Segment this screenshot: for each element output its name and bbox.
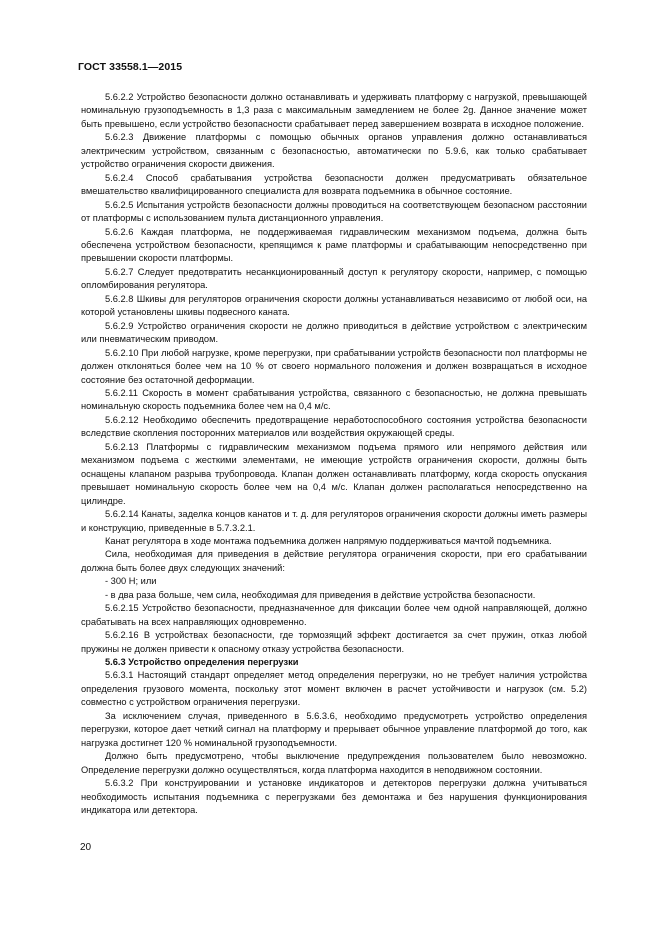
paragraph-5-6-2-16: 5.6.2.16 В устройствах безопасности, где тормозящий эффект достигается за счет пружин, отказ любой пружины не должен привести к опасному отказу устройства безопасности. (81, 630, 587, 654)
paragraph-warning: Должно быть предусмотрено, чтобы выключение предупреждения пользователем было невозможно. Определение перегрузки должно осуществляться, когда платформа находится в неподвижном состоянии. (81, 751, 587, 775)
paragraph-exception: За исключением случая, приведенного в 5.6.3.6, необходимо предусмотреть устройство определения перегрузки, которое дает четкий сигнал на платформу и прерывает обычное управление платформой до того, как нагрузка достигнет 120 % номинальной грузоподъемности. (81, 710, 587, 748)
paragraph-5-6-3-2: 5.6.3.2 При конструировании и установке индикаторов и детекторов перегрузки должна учитываться необходимость испытания подъемника с перегрузками без демонтажа и без нарушения функционирования индикатора или детектора. (81, 778, 587, 816)
paragraph-force: Сила, необходимая для приведения в действие регулятора ограничения скорости, при его срабатывании должна быть более двух следующих значений: (81, 549, 587, 573)
document-body (81, 91, 587, 817)
paragraph-5-6-2-2: 5.6.2.2 Устройство безопасности должно останавливать и удерживать платформу с нагрузкой, превышающей номинальную грузоподъемность в 1,3 раза с максимальным замедлением не более 2g. Данное значение может быть превышено, если устройство безопасности срабатывает перед завершением возврата в исходное положение. (81, 92, 587, 129)
paragraph-5-6-2-15: 5.6.2.15 Устройство безопасности, предназначенное для фиксации более чем одной направляющей, должно срабатывать на всех направляющих одновременно. (81, 603, 587, 627)
paragraph-5-6-2-3: 5.6.2.3 Движение платформы с помощью обычных органов управления должно останавливаться электрическим устройством, связанным с безопасностью, автоматически по 5.9.6, как только срабатывает устройство ограничения скорости движения. (81, 132, 587, 170)
paragraph-5-6-2-13: 5.6.2.13 Платформы с гидравлическим механизмом подъема прямого или непрямого действия или механизмом подъема с жесткими элементами, не имеющие устройств ограничения скорости, должны быть оснащены клапаном разрыва трубопровода. Клапан должен останавливать платформу, когда скорость опускания превышает номинальную скорость более чем на 0,4 м/с. Клапан должен располагаться непосредственно на цилиндре. (81, 441, 587, 506)
page-number: 20 (80, 842, 92, 853)
paragraph-5-6-2-11: 5.6.2.11 Скорость в момент срабатывания устройства, связанного с безопасностью, не должна превышать номинальную скорость подъемника более чем на 0,4 м/с. (81, 387, 587, 412)
paragraph-5-6-2-10: 5.6.2.10 При любой нагрузке, кроме перегрузки, при срабатывании устройств безопасности пол платформы не должен отклоняться более чем на 10 % от своего нормального положения и должен возвращаться в исходное состояние без остаточной деформации. (81, 347, 587, 385)
paragraph-5-6-2-6: 5.6.2.6 Каждая платформа, не поддерживаемая гидравлическим механизмом подъема, должна быть обеспечена устройством безопасности, крепящимся к раме платформы и срабатывающим непосредственно при превышении скорости платформы. (81, 226, 587, 264)
paragraph-5-6-2-4: 5.6.2.4 Способ срабатывания устройства безопасности должен предусматривать обязательное вмешательство квалифицированного специалиста для возврата подъемника в обычное состояние. (81, 172, 587, 197)
paragraph-5-6-2-12: 5.6.2.12 Необходимо обеспечить предотвращение неработоспособного состояния устройства безопасности вследствие скопления посторонних материалов или воздействия окружающей среды. (81, 414, 587, 439)
list-item-double-force: - в два раза больше, чем сила, необходимая для приведения в действие устройства безопасности. (105, 589, 536, 600)
list-item-300n: - 300 Н; или (105, 576, 157, 587)
paragraph-5-6-3-1: 5.6.3.1 Настоящий стандарт определяет метод определения перегрузки, но не требует наличия устройства определения грузового момента, поскольку этот момент включен в расчет устойчивости и нагрузок (см. 5.2) совместно с устройством ограничения перегрузки. (81, 670, 587, 708)
paragraph-5-6-2-8: 5.6.2.8 Шкивы для регуляторов ограничения скорости должны устанавливаться независимо от любой оси, на которой установлены шкивы подвесного каната. (81, 293, 587, 318)
paragraph-rope-mount: Канат регулятора в ходе монтажа подъемника должен напрямую поддерживаться мачтой подъемника. (105, 535, 552, 546)
paragraph-5-6-2-5: 5.6.2.5 Испытания устройств безопасности должны проводиться на соответствующем безопасном расстоянии от платформы с использованием пульта дистанционного управления. (81, 199, 587, 224)
paragraph-5-6-2-9: 5.6.2.9 Устройство ограничения скорости не должно приводиться в действие устройством с электрическим или пневматическим приводом. (81, 320, 587, 345)
paragraph-5-6-2-7: 5.6.2.7 Следует предотвратить несанкционированный доступ к регулятору скорости, например, с помощью опломбирования регулятора. (81, 266, 587, 291)
document-header: ГОСТ 33558.1—2015 (78, 61, 183, 73)
paragraph-5-6-2-14: 5.6.2.14 Канаты, заделка концов канатов и т. д. для регуляторов ограничения скорости должны иметь размеры и конструкцию, приведенные в 5.7.3.2.1. (81, 509, 587, 533)
section-heading-5-6-3: 5.6.3 Устройство определения перегрузки (105, 657, 299, 668)
